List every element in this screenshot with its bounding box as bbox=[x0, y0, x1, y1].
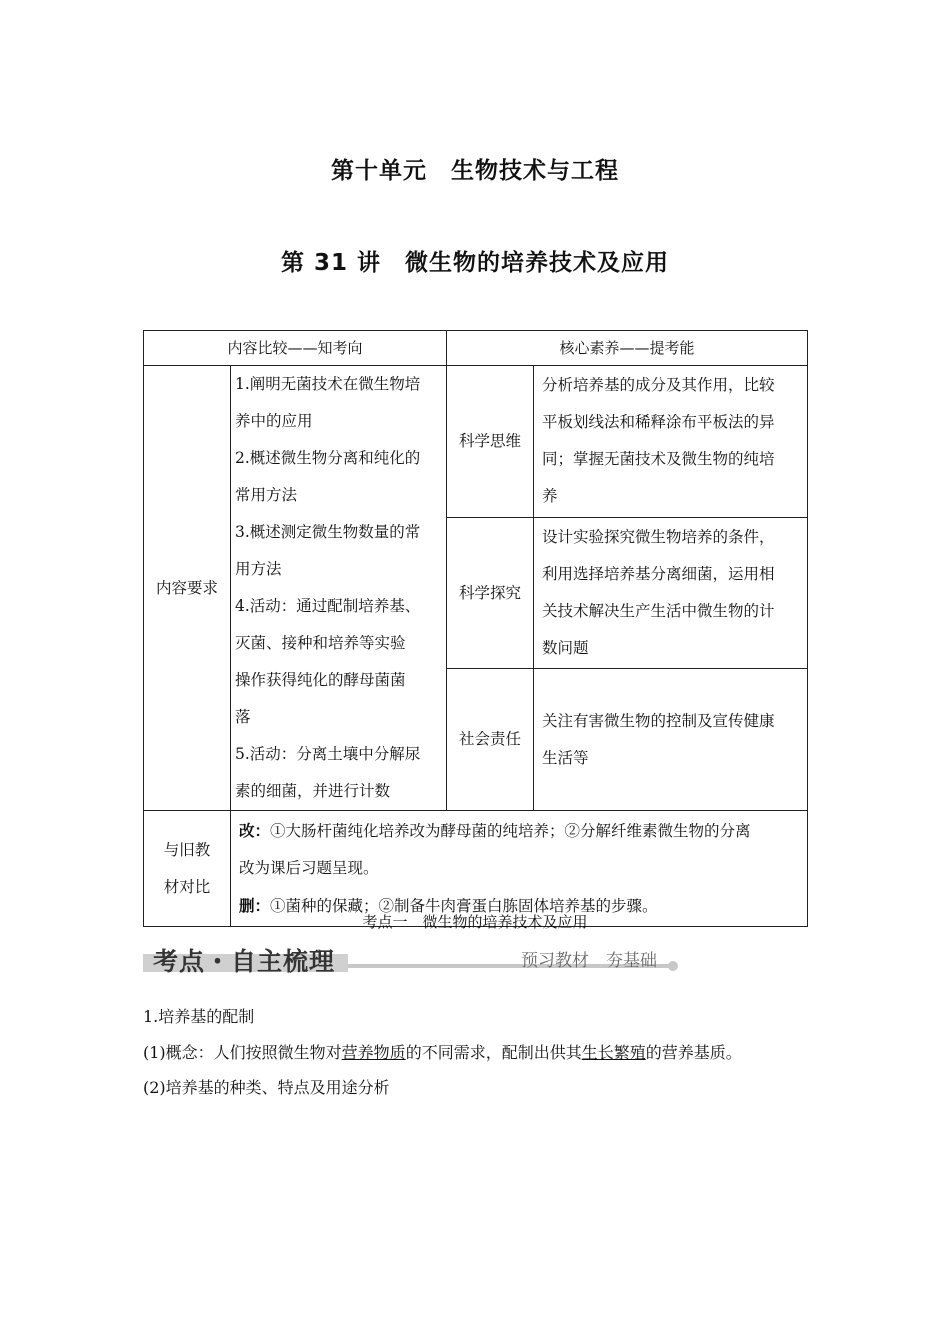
concept-paragraph bbox=[143, 1040, 742, 1063]
requirement-line: 常用方法 bbox=[235, 486, 298, 504]
requirement-line: 操作获得纯化的酵母菌菌 bbox=[235, 671, 406, 689]
requirement-line: 用方法 bbox=[235, 560, 282, 578]
subheading-media-types: (2)培养基的种类、特点及用途分析 bbox=[143, 1078, 390, 1097]
section-banner bbox=[143, 938, 703, 978]
literacy-desc-scientific-inquiry bbox=[534, 517, 808, 669]
changed-text-continued: 改为课后习题呈现。 bbox=[239, 859, 379, 877]
deleted-text: ①菌种的保藏；②制备牛肉膏蛋白胨固体培养基的步骤。 bbox=[270, 897, 658, 915]
literacy-name-scientific-thinking: 科学思维 bbox=[447, 366, 534, 518]
requirement-line: 灭菌、接种和培养等实验 bbox=[235, 634, 406, 652]
concept-text: (1)概念：人们按照微生物对 bbox=[143, 1043, 342, 1062]
deleted-prefix: 删： bbox=[239, 896, 271, 915]
banner-subtitle: 预习教材 夯基础 bbox=[521, 951, 657, 971]
requirement-line: 4.活动：通过配制培养基、 bbox=[235, 597, 421, 615]
requirements-table bbox=[143, 330, 808, 927]
requirement-line: 养中的应用 bbox=[235, 412, 313, 430]
banner-title: 考点・自主梳理 bbox=[153, 947, 336, 976]
requirement-line: 3.概述测定微生物数量的常 bbox=[235, 523, 421, 541]
requirement-line: 素的细菌，并进行计数 bbox=[235, 782, 391, 800]
unit-title: 第十单元 生物技术与工程 bbox=[331, 158, 619, 184]
compare-old-textbook-label bbox=[144, 811, 231, 927]
requirement-line: 落 bbox=[235, 708, 251, 726]
compare-label-line: 材对比 bbox=[163, 877, 211, 896]
requirements-list bbox=[231, 366, 447, 811]
changed-prefix: 改： bbox=[239, 821, 271, 840]
concept-text: 的营养基质。 bbox=[645, 1043, 742, 1062]
literacy-name-scientific-inquiry: 科学探究 bbox=[447, 517, 534, 669]
literacy-line: 数问题 bbox=[542, 638, 589, 657]
header-content-comparison: 内容比较——知考向 bbox=[144, 331, 447, 366]
concept-text: 的不同需求，配制出供其 bbox=[405, 1043, 582, 1062]
requirement-line: 2.概述微生物分离和纯化的 bbox=[235, 449, 421, 467]
literacy-name-social-responsibility: 社会责任 bbox=[447, 669, 534, 811]
compare-label-line: 与旧教 bbox=[163, 840, 211, 859]
literacy-line: 关注有害微生物的控制及宣传健康 bbox=[542, 711, 775, 730]
literacy-line: 关技术解决生产生活中微生物的计 bbox=[542, 601, 775, 620]
literacy-line: 分析培养基的成分及其作用，比较 bbox=[542, 376, 775, 394]
exam-point-caption: 考点一 微生物的培养技术及应用 bbox=[362, 913, 588, 931]
compare-old-textbook-content bbox=[231, 811, 808, 927]
changed-text: ①大肠杆菌纯化培养改为酵母菌的纯培养；②分解纤维素微生物的分离 bbox=[270, 822, 751, 840]
literacy-line: 平板划线法和稀释涂布平板法的异 bbox=[542, 413, 775, 431]
lesson-title: 第 31 讲 微生物的培养技术及应用 bbox=[280, 250, 670, 276]
header-core-literacy: 核心素养——提考能 bbox=[447, 331, 808, 366]
literacy-line: 设计实验探究微生物培养的条件， bbox=[542, 527, 775, 546]
literacy-line: 利用选择培养基分离细菌，运用相 bbox=[542, 564, 775, 583]
literacy-desc-scientific-thinking bbox=[534, 366, 808, 518]
section-heading: 1.培养基的配制 bbox=[143, 1007, 255, 1026]
concept-blank-growth: 生长繁殖 bbox=[581, 1043, 646, 1062]
requirement-line: 5.活动：分离土壤中分解尿 bbox=[235, 745, 421, 763]
requirement-line: 1.阐明无菌技术在微生物培 bbox=[235, 375, 421, 393]
content-requirement-label: 内容要求 bbox=[144, 366, 231, 811]
literacy-line: 同；掌握无菌技术及微生物的纯培 bbox=[542, 450, 775, 468]
concept-blank-nutrients: 营养物质 bbox=[341, 1043, 406, 1062]
literacy-desc-social-responsibility bbox=[534, 669, 808, 811]
literacy-line: 生活等 bbox=[542, 748, 589, 767]
literacy-line: 养 bbox=[542, 487, 558, 505]
